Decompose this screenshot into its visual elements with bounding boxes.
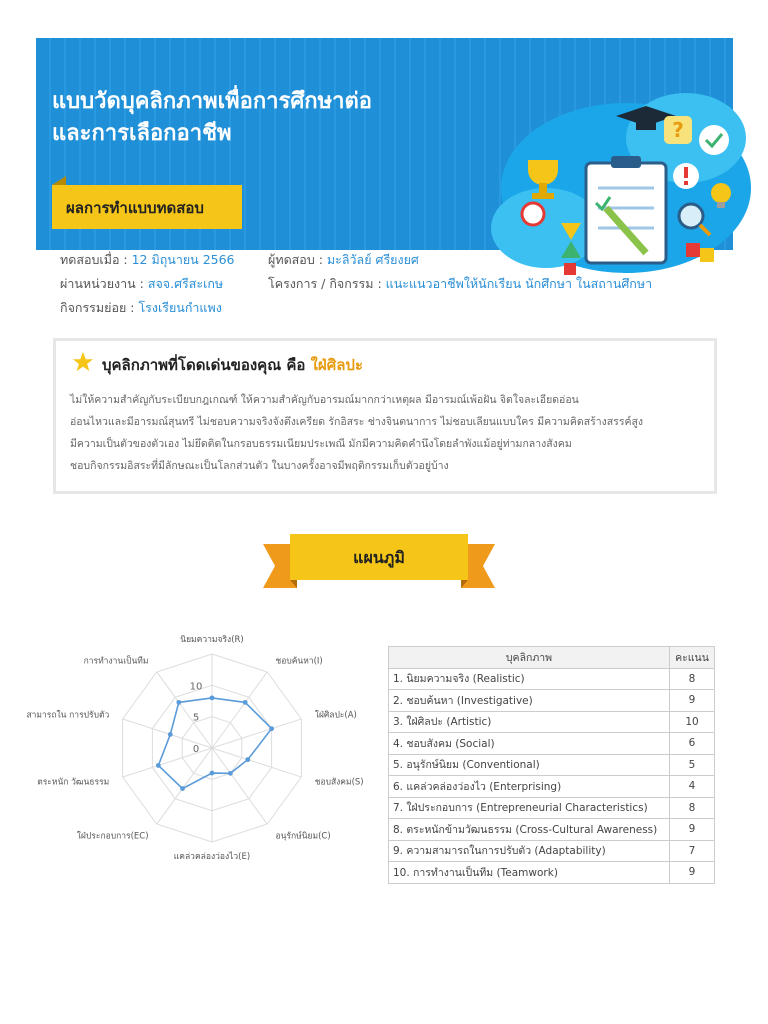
test-date-value: 12 มิถุนายน 2566 (131, 252, 235, 267)
ribbon-center (290, 534, 468, 580)
result-heading (102, 353, 363, 377)
tester-value: มะลิวัลย์ ศรียงยศ (326, 252, 419, 267)
table-row (389, 862, 715, 884)
personality-cell: 7. ใฝ่ประกอบการ (Entrepreneurial Characteristics) (389, 797, 670, 819)
data-point (156, 763, 161, 768)
checkmark-bubble-icon (699, 125, 729, 155)
score-cell: 10 (670, 711, 715, 733)
data-point (269, 726, 274, 731)
table-row (389, 754, 715, 776)
question-mark-icon (664, 116, 692, 144)
table-row (389, 668, 715, 690)
project-row (268, 274, 652, 294)
stopwatch-icon (522, 203, 544, 225)
table-row (389, 797, 715, 819)
axis-label: ชอบสังคม(S) (314, 777, 364, 788)
score-cell: 9 (670, 862, 715, 884)
score-cell: 5 (670, 754, 715, 776)
grid-spoke (212, 672, 267, 748)
test-date-row (60, 250, 235, 270)
axis-label: แคล่วคล่องว่องไว(E) (173, 852, 251, 862)
result-ribbon (52, 185, 242, 229)
clipboard-icon (586, 156, 666, 263)
title-line-1: แบบวัดบุคลิกภาพเพื่อการศึกษาต่อ (52, 89, 372, 114)
chart-section-label: แผนภูมิ (353, 548, 405, 567)
desc-line: ชอบกิจกรรมอิสระที่มีลักษณะเป็นโลกส่วนตัว ในบางครั้งอาจมีพฤติกรรมเก็บตัวอยู่บ้าง (70, 460, 449, 472)
table-row (389, 819, 715, 841)
subactivity-row (60, 298, 222, 318)
tester-row (268, 250, 419, 270)
project-value: แนะแนวอาชีพให้นักเรียน นักศึกษา ในสถานศึกษา (385, 276, 653, 291)
grid-spoke (157, 672, 212, 748)
data-point (176, 700, 181, 705)
desc-line: ไม่ให้ความสำคัญกับระเบียบกฎเกณฑ์ ให้ความสำคัญกับอารมณ์มากกว่าเหตุผล มีอารมณ์เพ้อฝัน จิตใจละเอียดอ่อน (70, 394, 579, 406)
header-personality: บุคลิกภาพ (389, 647, 670, 669)
table-row (389, 733, 715, 755)
result-box (53, 338, 717, 494)
tick-label: 10 (189, 681, 203, 693)
axis-label: อนุรักษ์นิยม(C) (275, 831, 331, 842)
axis-label: ตระหนัก วัฒนธรรม (37, 777, 110, 788)
tick-label: 0 (192, 744, 200, 755)
data-point (168, 732, 173, 737)
data-point (180, 786, 185, 791)
ribbon-label: ผลการทำแบบทดสอบ (66, 199, 204, 217)
grid-spoke (157, 748, 212, 824)
axis-label: ใฝ่ศิลปะ(A) (314, 710, 357, 721)
table-row (389, 840, 715, 862)
personality-cell: 10. การทำงานเป็นทีม (Teamwork) (389, 862, 670, 884)
trophy-icon (528, 160, 558, 199)
personality-cell: 5. อนุรักษ์นิยม (Conventional) (389, 754, 670, 776)
grid-spoke (212, 719, 301, 748)
agency-label: ผ่านหน่วยงาน : (60, 276, 148, 291)
grid-spoke (212, 748, 267, 824)
personality-cell: 2. ชอบค้นหา (Investigative) (389, 690, 670, 712)
title-line-2: และการเลือกอาชีพ (52, 121, 232, 146)
score-cell: 8 (670, 797, 715, 819)
data-point (228, 771, 233, 776)
star-icon (72, 351, 94, 373)
personality-cell: 6. แคล่วคล่องว่องไว (Enterprising) (389, 776, 670, 798)
axis-label: สามารถใน การปรับตัว (26, 710, 110, 721)
score-cell: 8 (670, 668, 715, 690)
radar-chart (26, 628, 385, 868)
table-row (389, 776, 715, 798)
education-illustration (486, 78, 756, 283)
personality-cell: 1. นิยมความจริง (Realistic) (389, 668, 670, 690)
subactivity-label: กิจกรรมย่อย : (60, 300, 139, 315)
axis-label: ใฝ่ประกอบการ(EC) (76, 831, 149, 842)
result-highlight: ใฝ่ศิลปะ (310, 356, 364, 374)
data-point (210, 771, 215, 776)
table-header-row (389, 647, 715, 669)
subactivity-value: โรงเรียนกำแพง (138, 300, 222, 315)
axis-label: นิยมความจริง(R) (180, 635, 244, 645)
personality-cell: 4. ชอบสังคม (Social) (389, 733, 670, 755)
svg-text:?: ? (672, 118, 684, 142)
page-title (52, 86, 372, 150)
score-cell: 9 (670, 819, 715, 841)
data-point (210, 695, 215, 700)
agency-row (60, 274, 223, 294)
axis-label: การทำงานเป็นทีม (83, 656, 149, 667)
project-label: โครงการ / กิจกรรม : (268, 276, 386, 291)
score-cell: 4 (670, 776, 715, 798)
personality-cell: 3. ใฝ่ศิลปะ (Artistic) (389, 711, 670, 733)
score-cell: 9 (670, 690, 715, 712)
result-description (70, 389, 700, 477)
score-cell: 7 (670, 840, 715, 862)
tester-label: ผู้ทดสอบ : (268, 252, 327, 267)
data-point (245, 757, 250, 762)
axis-label: ชอบค้นหา(I) (275, 656, 323, 667)
data-point (243, 700, 248, 705)
desc-line: มีความเป็นตัวของตัวเอง ไม่ยึดติดในกรอบธรรมเนียมประเพณี มักมีความคิดคำนึงโดยลำพังแม้อยู่ท่ามกลางสังคม (70, 438, 572, 450)
score-cell: 6 (670, 733, 715, 755)
personality-cell: 9. ความสามารถในการปรับตัว (Adaptability) (389, 840, 670, 862)
score-table (388, 646, 715, 884)
header-score: คะแนน (670, 647, 715, 669)
exclamation-icon (673, 163, 699, 189)
result-heading-text: บุคลิกภาพที่โดดเด่นของคุณ คือ (102, 356, 311, 374)
test-date-label: ทดสอบเมื่อ : (60, 252, 132, 267)
personality-cell: 8. ตระหนักข้ามวัฒนธรรม (Cross-Cultural Awareness) (389, 819, 670, 841)
desc-line: อ่อนไหวและมีอารมณ์สุนทรี ไม่ชอบความจริงจังตึงเครียด รักอิสระ ช่างจินตนาการ ไม่ชอบเลียนแบบใคร มีความคิดสร้างสรรค์สูง (70, 416, 644, 428)
table-row (389, 711, 715, 733)
table-row (389, 690, 715, 712)
tick-label: 5 (192, 712, 200, 724)
chart-section-ribbon (263, 532, 495, 590)
agency-value: สจจ.ศรีสะเกษ (147, 276, 224, 291)
